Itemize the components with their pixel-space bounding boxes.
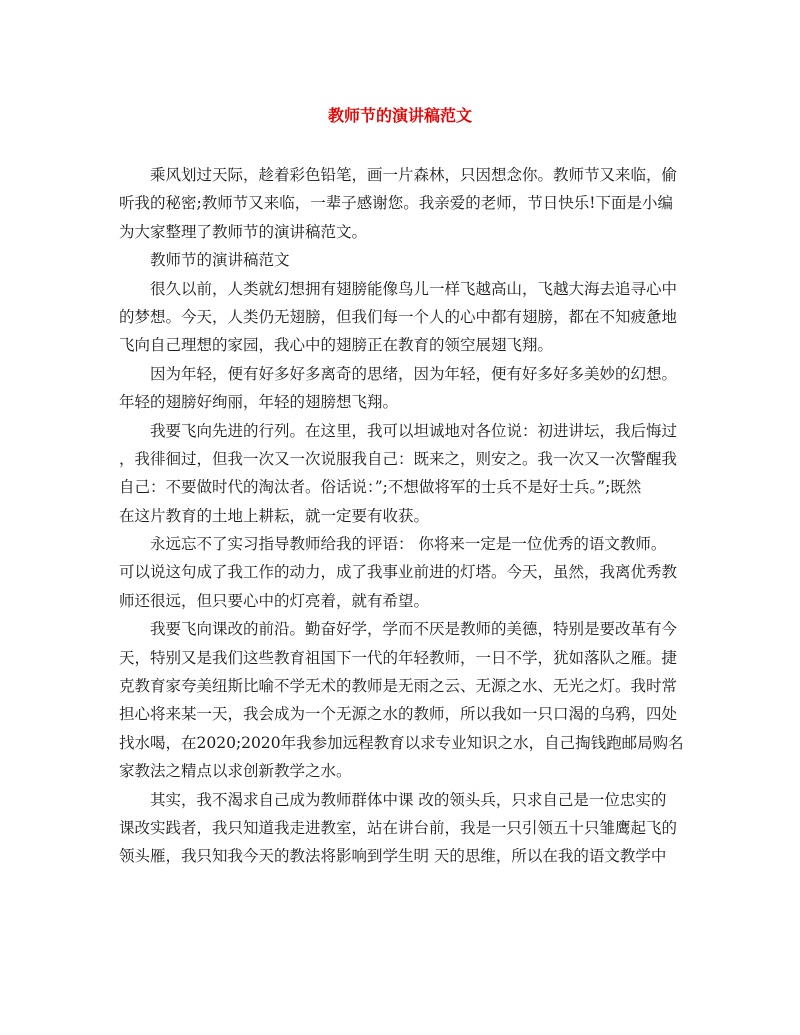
paragraph-line: 家教法之精点以求创新教学之水。 [119,762,352,781]
document-body [119,161,685,871]
section-heading: 教师节的演讲稿范文 [150,251,290,270]
paragraph-line: 可以说这句成了我工作的动力，成了我事业前进的灯塔。今天，虽然，我离优秀教 [119,563,678,582]
paragraph-line: 克教育家夸美纽斯比喻不学无术的教师是无雨之云、无源之水、无光之灯。我时常 [119,677,678,696]
paragraph-line: 担心将来某一天，我会成为一个无源之水的教师，所以我如一只口渴的乌鸦，四处 [119,705,678,724]
paragraph-line: 其实，我不渴求自己成为教师群体中课 改的领头兵，只求自己是一位忠实的 [150,790,667,809]
paragraph-line: ，我徘徊过，但我一次又一次说服我自己：既来之，则安之。我一次又一次警醒我 [119,449,678,468]
paragraph-line: 我要飞向先进的行列。在这里，我可以坦诚地对各位说：初进讲坛，我后悔过 [150,421,678,440]
paragraph-line: 乘风划过天际，趁着彩色铅笔，画一片森林，只因想念你。教师节又来临，偷 [150,166,678,184]
paragraph-line: 领头雁，我只知我今天的教法将影响到学生明 天的思维，所以在我的语文教学中 [119,847,667,866]
paragraph-line: 的梦想。今天，人类仍无翅膀，但我们每一个人的心中都有翅膀，都在不知疲惫地 [119,307,678,326]
paragraph-line: 飞向自己理想的家园，我心中的翅膀正在教育的领空展翅飞翔。 [119,336,554,355]
paragraph-line: 找水喝，在2020;2020年我参加远程教育以求专业知识之水，自己掏钱跑邮局购名 [119,733,684,752]
paragraph-line: 师还很远，但只要心中的灯亮着，就有希望。 [119,591,430,610]
paragraph-line: 很久以前，人类就幻想拥有翅膀能像鸟儿一样飞越高山，飞越大海去追寻心中 [150,279,678,298]
paragraph-line: 自己：不要做时代的淘汰者。俗话说：”;不想做将军的士兵不是好士兵。”;既然 [119,478,642,497]
paragraph-line: 年轻的翅膀好绚丽，年轻的翅膀想飞翔。 [119,393,399,412]
paragraph-line: 永远忘不了实习指导教师给我的评语： 你将来一定是一位优秀的语文教师。 [150,535,667,554]
document-title: 教师节的演讲稿范文 [327,106,472,125]
paragraph-line: 课改实践者，我只知道我走进教室，站在讲台前，我是一只引领五十只雏鹰起飞的 [119,818,678,837]
paragraph-line: 听我的秘密;教师节又来临，一辈子感谢您。我亲爱的老师，节日快乐!下面是小编 [119,194,673,213]
paragraph-line: 我要飞向课改的前沿。勤奋好学，学而不厌是教师的美德，特别是要改革有今 [150,620,678,639]
paragraph-line: 因为年轻，便有好多好多离奇的思绪，因为年轻，便有好多好多美妙的幻想。 [150,364,678,383]
paragraph-line: 为大家整理了教师节的演讲稿范文。 [119,222,368,241]
paragraph-line: 在这片教育的土地上耕耘，就一定要有收获。 [119,506,430,525]
paragraph-line: 天，特别又是我们这些教育祖国下一代的年轻教师，一日不学，犹如落队之雁。捷 [119,648,678,667]
